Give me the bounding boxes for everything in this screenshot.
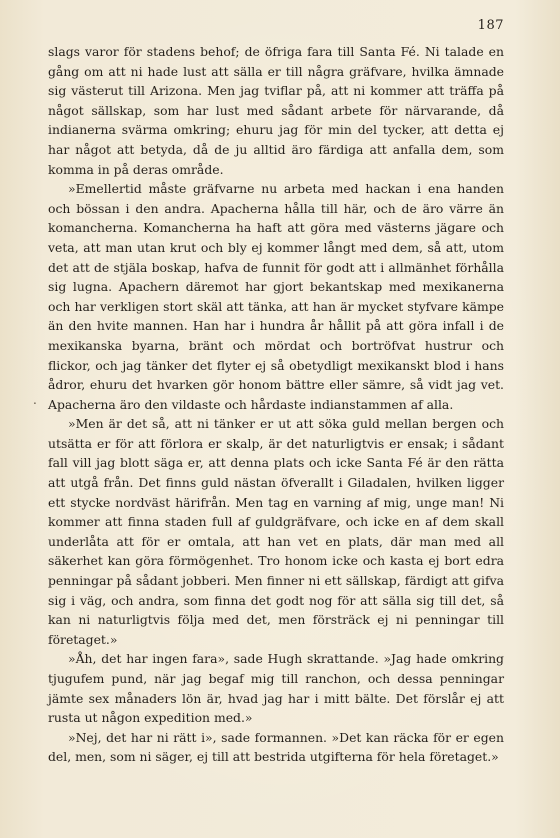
paragraph-continued: slags varor för stadens behof; de öfriga fara till Santa Fé. Ni talade en gång om att ni hade lust att sälla er till några gräfvare, hvilka ämnade sig västerut till Arizona. Men jag tviflar på, att ni kommer att träffa på något sällskap, som har lust med sådant arbete för närvarande, då indianerna svärma omkring; ehuru jag för min del tycker, att detta ej har något att betyda, då de ju alltid äro färdiga att anfalla dem, som komma in på deras område. <box>48 44 504 177</box>
margin-mark: . <box>33 393 37 407</box>
body-text <box>48 42 504 767</box>
paragraph: »Åh, det har ingen fara», sade Hugh skrattande. »Jag hade omkring tjugufem pund, när jag begaf mig till ranchon, och dessa penningar jämte sex månaders lön är, hvad jag har i mitt bälte. Det förslår ej att rusta ut någon expedition med.» <box>48 651 504 726</box>
page-number: 187 <box>477 18 504 33</box>
paragraph: »Emellertid måste gräfvarne nu arbeta med hackan i ena handen och bössan i den andra. Apacherna hålla till här, och de äro värre än komancherna. Komancherna ha haft att göra med västerns jägare och veta, att man utan krut och bly ej kommer långt med dem, så att, utom det att de stjäla boskap, hafva de funnit för godt att i allmänhet förhålla sig lugna. Apachern däremot har gjort bekantskap med mexikanerna och har verkligen stort skäl att tänka, att han är mycket styfvare kämpe än den hvite mannen. Han har i hundra år hållit på att göra infall i de mexikanska byarna, bränt och mördat och bortröfvat hustrur och flickor, och jag tänker det flyter ej så obetydligt mexikanskt blod i hans ådror, ehuru det hvarken gör honom bättre eller sämre, så vidt jag vet. Apacherna äro den vildaste och hårdaste indianstammen af alla. <box>48 181 504 412</box>
paragraph: »Nej, det har ni rätt i», sade formannen. »Det kan räcka för er egen del, men, som ni säger, ej till att bestrida utgifterna för hela företaget.» <box>48 729 504 765</box>
paragraph: »Men är det så, att ni tänker er ut att söka guld mellan bergen och utsätta er för att förlora er skalp, är det naturligtvis er ensak; i sådant fall vill jag blott säga er, att denna plats och icke Santa Fé är den rätta att utgå från. Det finns guld nästan öfverallt i Giladalen, hvilken ligger ett stycke nordväst härifrån. Men tag en varning af mig, unge man! Ni kommer att finna staden full af guldgräfvare, och icke en af dem skall underlåta att för er omtala, att han vet en plats, där man med all säkerhet kan göra förmögenhet. Tro honom icke och kasta ej bort edra penningar på sådant jobberi. Men finner ni ett sällskap, färdigt att gifva sig i väg, och andra, som finna det godt nog för att sälla sig till det, så kan ni naturligtvis följa med det, men försträck ej ni penningar till företaget.» <box>48 416 504 647</box>
